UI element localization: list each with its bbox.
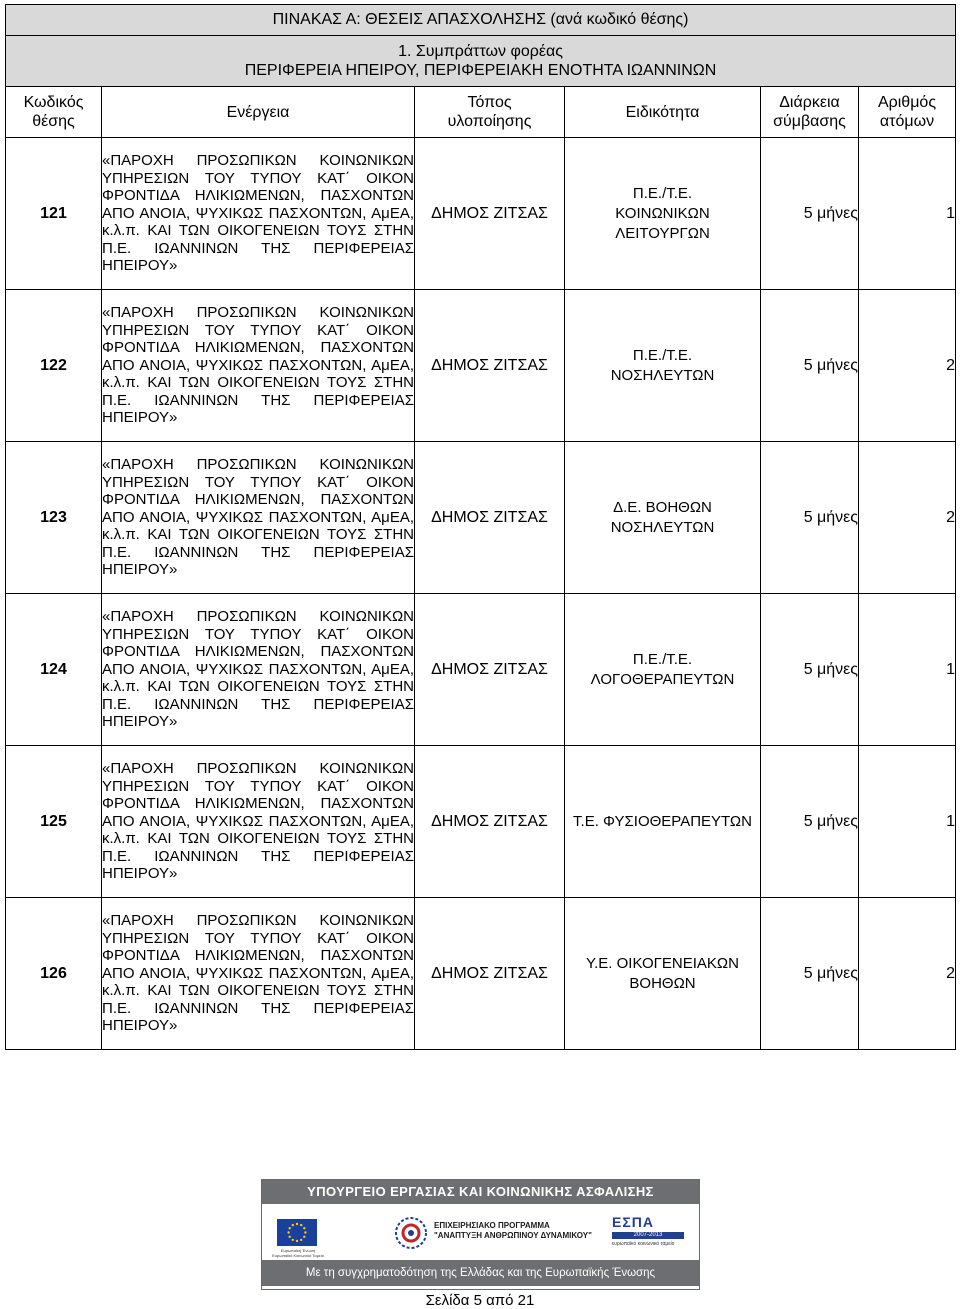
espa-years: 2007-2013	[612, 1232, 684, 1239]
implementation-place: ΔΗΜΟΣ ΖΙΤΣΑΣ	[415, 442, 565, 594]
specialty-cell	[565, 138, 761, 290]
specialty-cell	[565, 290, 761, 442]
action-cell	[102, 746, 415, 898]
header-specialty: Ειδικότητα	[565, 87, 761, 138]
position-code: 122	[6, 290, 102, 442]
header-place: Τόπος υλοποίησης	[415, 87, 565, 138]
specialty-line: Π.Ε./Τ.Ε.	[632, 346, 693, 364]
header-count: Αριθμός ατόμων	[859, 87, 956, 138]
partner-heading	[6, 36, 956, 87]
table-row	[6, 898, 956, 1050]
specialty-cell	[565, 746, 761, 898]
specialty-line: ΛΕΙΤΟΥΡΓΩΝ	[615, 224, 710, 242]
table-title: ΠΙΝΑΚΑΣ Α: ΘΕΣΕΙΣ ΑΠΑΣΧΟΛΗΣΗΣ (ανά κωδικό θέσης)	[6, 5, 956, 36]
specialty-line: Υ.Ε. ΟΙΚΟΓΕΝΕΙΑΚΩΝ	[586, 954, 739, 972]
specialty-line: Π.Ε./Τ.Ε.	[632, 650, 693, 668]
espa-logo	[612, 1214, 684, 1254]
programme-emblem-icon	[392, 1214, 430, 1252]
action-cell	[102, 898, 415, 1050]
specialty-line: Τ.Ε. ΦΥΣΙΟΘΕΡΑΠΕΥΤΩΝ	[573, 812, 752, 830]
column-headers	[6, 87, 956, 138]
action-description: «ΠΑΡΟΧΗ ΠΡΟΣΩΠΙΚΩΝ ΚΟΙΝΩΝΙΚΩΝ ΥΠΗΡΕΣΙΩΝ ΤΟΥ ΤΥΠΟΥ ΚΑΤ΄ ΟΙΚΟΝ ΦΡΟΝΤΙΔΑ ΗΛΙΚΙΩΜΕΝΩΝ, ΠΑΣΧΟΝΤΩΝ ΑΠΟ ΑΝΟΙΑ, ΨΥΧΙΚΩΣ ΠΑΣΧΟΝΤΩΝ, ΑμΕΑ, κ.λ.π. ΚΑΙ ΤΩΝ ΟΙΚΟΓΕΝΕΙΩΝ ΤΟΥΣ ΣΤΗΝ Π.Ε. ΙΩΑΝΝΙΝΩΝ ΤΗΣ ΠΕΡΙΦΕΡΕΙΑΣ ΗΠΕΙΡΟΥ»	[102, 759, 414, 883]
action-description: «ΠΑΡΟΧΗ ΠΡΟΣΩΠΙΚΩΝ ΚΟΙΝΩΝΙΚΩΝ ΥΠΗΡΕΣΙΩΝ ΤΟΥ ΤΥΠΟΥ ΚΑΤ΄ ΟΙΚΟΝ ΦΡΟΝΤΙΔΑ ΗΛΙΚΙΩΜΕΝΩΝ, ΠΑΣΧΟΝΤΩΝ ΑΠΟ ΑΝΟΙΑ, ΨΥΧΙΚΩΣ ΠΑΣΧΟΝΤΩΝ, ΑμΕΑ, κ.λ.π. ΚΑΙ ΤΩΝ ΟΙΚΟΓΕΝΕΙΩΝ ΤΟΥΣ ΣΤΗΝ Π.Ε. ΙΩΑΝΝΙΝΩΝ ΤΗΣ ΠΕΡΙΦΕΡΕΙΑΣ ΗΠΕΙΡΟΥ»	[102, 303, 414, 427]
specialty-line: ΛΟΓΟΘΕΡΑΠΕΥΤΩΝ	[590, 670, 735, 688]
action-cell	[102, 442, 415, 594]
staff-count: 2	[859, 290, 956, 442]
specialty-line: Δ.Ε. ΒΟΗΘΩΝ	[613, 498, 712, 516]
position-code: 125	[6, 746, 102, 898]
action-cell	[102, 138, 415, 290]
table-row	[6, 442, 956, 594]
staff-count: 1	[859, 594, 956, 746]
table-row	[6, 138, 956, 290]
funding-banner	[261, 1179, 700, 1290]
implementation-place: ΔΗΜΟΣ ΖΙΤΣΑΣ	[415, 138, 565, 290]
action-description: «ΠΑΡΟΧΗ ΠΡΟΣΩΠΙΚΩΝ ΚΟΙΝΩΝΙΚΩΝ ΥΠΗΡΕΣΙΩΝ ΤΟΥ ΤΥΠΟΥ ΚΑΤ΄ ΟΙΚΟΝ ΦΡΟΝΤΙΔΑ ΗΛΙΚΙΩΜΕΝΩΝ, ΠΑΣΧΟΝΤΩΝ ΑΠΟ ΑΝΟΙΑ, ΨΥΧΙΚΩΣ ΠΑΣΧΟΝΤΩΝ, ΑμΕΑ, κ.λ.π. ΚΑΙ ΤΩΝ ΟΙΚΟΓΕΝΕΙΩΝ ΤΟΥΣ ΣΤΗΝ Π.Ε. ΙΩΑΝΝΙΝΩΝ ΤΗΣ ΠΕΡΙΦΕΡΕΙΑΣ ΗΠΕΙΡΟΥ»	[102, 455, 414, 579]
implementation-place: ΔΗΜΟΣ ΖΙΤΣΑΣ	[415, 746, 565, 898]
header-action: Ενέργεια	[102, 87, 415, 138]
cofunding-band: Με τη συγχρηματοδότηση της Ελλάδας και της Ευρωπαϊκής Ένωσης	[262, 1260, 699, 1286]
table-row	[6, 746, 956, 898]
implementation-place: ΔΗΜΟΣ ΖΙΤΣΑΣ	[415, 594, 565, 746]
table-row	[6, 290, 956, 442]
staff-count: 2	[859, 898, 956, 1050]
contract-duration: 5 μήνες	[761, 594, 859, 746]
specialty-line: Π.Ε./Τ.Ε.	[632, 184, 693, 202]
header-code: Κωδικός θέσης	[6, 87, 102, 138]
eu-caption: Ευρωπαϊκή Ένωση Ευρωπαϊκό Κοινωνικό Ταμείο	[272, 1248, 324, 1258]
specialty-line: ΝΟΣΗΛΕΥΤΩΝ	[610, 366, 715, 384]
partner-name: ΠΕΡΙΦΕΡΕΙΑ ΗΠΕΙΡΟΥ, ΠΕΡΙΦΕΡΕΙΑΚΗ ΕΝΟΤΗΤΑ ΙΩΑΝΝΙΝΩΝ	[244, 62, 717, 79]
contract-duration: 5 μήνες	[761, 746, 859, 898]
position-code: 123	[6, 442, 102, 594]
action-description: «ΠΑΡΟΧΗ ΠΡΟΣΩΠΙΚΩΝ ΚΟΙΝΩΝΙΚΩΝ ΥΠΗΡΕΣΙΩΝ ΤΟΥ ΤΥΠΟΥ ΚΑΤ΄ ΟΙΚΟΝ ΦΡΟΝΤΙΔΑ ΗΛΙΚΙΩΜΕΝΩΝ, ΠΑΣΧΟΝΤΩΝ ΑΠΟ ΑΝΟΙΑ, ΨΥΧΙΚΩΣ ΠΑΣΧΟΝΤΩΝ, ΑμΕΑ, κ.λ.π. ΚΑΙ ΤΩΝ ΟΙΚΟΓΕΝΕΙΩΝ ΤΟΥΣ ΣΤΗΝ Π.Ε. ΙΩΑΝΝΙΝΩΝ ΤΗΣ ΠΕΡΙΦΕΡΕΙΑΣ ΗΠΕΙΡΟΥ»	[102, 911, 414, 1035]
contract-duration: 5 μήνες	[761, 442, 859, 594]
ministry-band: ΥΠΟΥΡΓΕΙΟ ΕΡΓΑΣΙΑΣ ΚΑΙ ΚΟΙΝΩΝΙΚΗΣ ΑΣΦΑΛΙΣΗΣ	[262, 1180, 699, 1204]
implementation-place: ΔΗΜΟΣ ΖΙΤΣΑΣ	[415, 290, 565, 442]
position-code: 121	[6, 138, 102, 290]
specialty-line: ΚΟΙΝΩΝΙΚΩΝ	[615, 204, 710, 222]
specialty-line: ΝΟΣΗΛΕΥΤΩΝ	[610, 518, 715, 536]
table-body	[6, 138, 956, 1050]
contract-duration: 5 μήνες	[761, 138, 859, 290]
specialty-line: ΒΟΗΘΩΝ	[629, 974, 696, 992]
contract-duration: 5 μήνες	[761, 898, 859, 1050]
action-description: «ΠΑΡΟΧΗ ΠΡΟΣΩΠΙΚΩΝ ΚΟΙΝΩΝΙΚΩΝ ΥΠΗΡΕΣΙΩΝ ΤΟΥ ΤΥΠΟΥ ΚΑΤ΄ ΟΙΚΟΝ ΦΡΟΝΤΙΔΑ ΗΛΙΚΙΩΜΕΝΩΝ, ΠΑΣΧΟΝΤΩΝ ΑΠΟ ΑΝΟΙΑ, ΨΥΧΙΚΩΣ ΠΑΣΧΟΝΤΩΝ, ΑμΕΑ, κ.λ.π. ΚΑΙ ΤΩΝ ΟΙΚΟΓΕΝΕΙΩΝ ΤΟΥΣ ΣΤΗΝ Π.Ε. ΙΩΑΝΝΙΝΩΝ ΤΗΣ ΠΕΡΙΦΕΡΕΙΑΣ ΗΠΕΙΡΟΥ»	[102, 607, 414, 731]
action-description: «ΠΑΡΟΧΗ ΠΡΟΣΩΠΙΚΩΝ ΚΟΙΝΩΝΙΚΩΝ ΥΠΗΡΕΣΙΩΝ ΤΟΥ ΤΥΠΟΥ ΚΑΤ΄ ΟΙΚΟΝ ΦΡΟΝΤΙΔΑ ΗΛΙΚΙΩΜΕΝΩΝ, ΠΑΣΧΟΝΤΩΝ ΑΠΟ ΑΝΟΙΑ, ΨΥΧΙΚΩΣ ΠΑΣΧΟΝΤΩΝ, ΑμΕΑ, κ.λ.π. ΚΑΙ ΤΩΝ ΟΙΚΟΓΕΝΕΙΩΝ ΤΟΥΣ ΣΤΗΝ Π.Ε. ΙΩΑΝΝΙΝΩΝ ΤΗΣ ΠΕΡΙΦΕΡΕΙΑΣ ΗΠΕΙΡΟΥ»	[102, 151, 414, 275]
staff-count: 1	[859, 138, 956, 290]
specialty-cell	[565, 594, 761, 746]
eu-flag-icon	[277, 1219, 317, 1246]
staff-count: 1	[859, 746, 956, 898]
contract-duration: 5 μήνες	[761, 290, 859, 442]
positions-table	[5, 4, 956, 1050]
implementation-place: ΔΗΜΟΣ ΖΙΤΣΑΣ	[415, 898, 565, 1050]
specialty-cell	[565, 898, 761, 1050]
action-cell	[102, 290, 415, 442]
espa-caption: ευρωπαϊκό κοινωνικό ταμείο	[612, 1241, 675, 1247]
espa-title: ΕΣΠΑ	[612, 1214, 654, 1230]
staff-count: 2	[859, 442, 956, 594]
programme-name: ΕΠΙΧΕΙΡΗΣΙΑΚΟ ΠΡΟΓΡΑΜΜΑ "ΑΝΑΠΤΥΞΗ ΑΝΘΡΩΠΙΝΟΥ ΔΥΝΑΜΙΚΟΥ"	[434, 1221, 592, 1240]
action-cell	[102, 594, 415, 746]
logo-strip	[262, 1204, 699, 1260]
partner-label: 1. Συμπράττων φορέας	[398, 43, 563, 60]
table-row	[6, 594, 956, 746]
page-number: Σελίδα 5 από 21	[425, 1292, 535, 1309]
position-code: 124	[6, 594, 102, 746]
specialty-cell	[565, 442, 761, 594]
header-duration: Διάρκεια σύμβασης	[761, 87, 859, 138]
position-code: 126	[6, 898, 102, 1050]
